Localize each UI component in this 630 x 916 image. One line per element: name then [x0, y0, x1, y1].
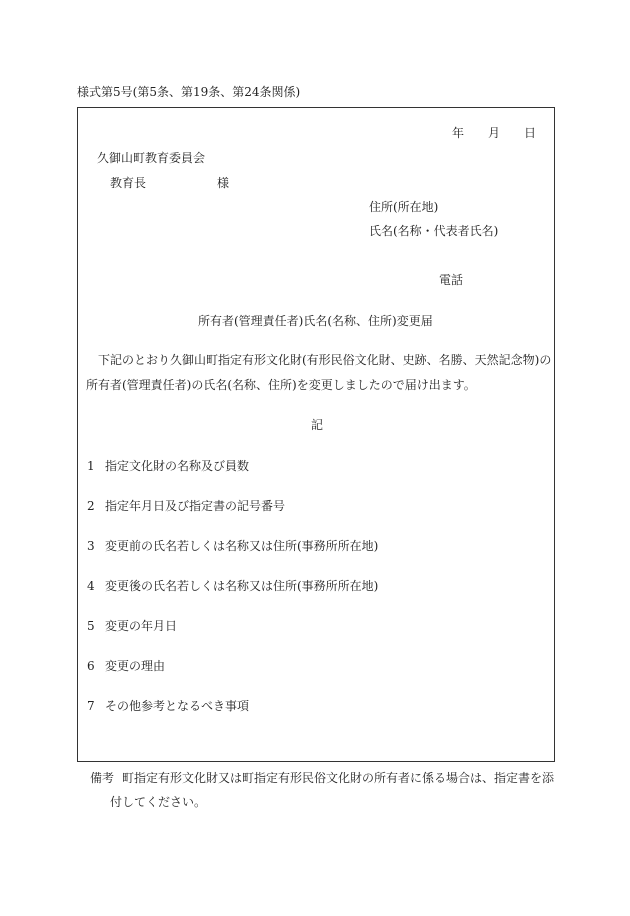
item-text: 変更の年月日 [105, 619, 178, 633]
ki-heading: 記 [311, 418, 324, 432]
list-item [87, 699, 249, 713]
date-month: 月 [488, 126, 501, 140]
body-text-line-2: 所有者(管理責任者)の氏名(名称、住所)を変更しましたので届け出ます。 [86, 378, 476, 392]
item-text: 変更後の氏名若しくは名称又は住所(事務所所在地) [105, 579, 379, 593]
item-text: 変更の理由 [105, 659, 166, 673]
phone-label: 電話 [439, 273, 464, 287]
item-text: その他参考となるべき事項 [105, 699, 250, 713]
footnote-line-1: 町指定有形文化財又は町指定有形民俗文化財の所有者に係る場合は、指定書を添 [122, 771, 555, 785]
item-number: 2 [87, 499, 95, 513]
list-item [87, 579, 378, 593]
footnote-label: 備考 [90, 771, 115, 785]
addressee-title: 教育長 [110, 176, 147, 190]
list-item [87, 659, 165, 673]
footnote-line-2: 付してください。 [110, 795, 207, 809]
honorific: 様 [217, 176, 230, 190]
list-item [87, 499, 285, 513]
item-number: 6 [87, 659, 95, 673]
date-day: 日 [524, 126, 537, 140]
item-text: 変更前の氏名若しくは名称又は住所(事務所所在地) [105, 539, 379, 553]
document-title: 所有者(管理責任者)氏名(名称、住所)変更届 [198, 314, 433, 328]
addressee: 久御山町教育委員会 [97, 151, 206, 165]
date-year: 年 [452, 126, 465, 140]
item-number: 1 [87, 459, 95, 473]
item-number: 5 [87, 619, 95, 633]
item-number: 4 [87, 579, 95, 593]
name-label: 氏名(名称・代表者氏名) [369, 224, 499, 238]
list-item [87, 459, 249, 473]
list-item [87, 619, 177, 633]
item-number: 7 [87, 699, 95, 713]
form-number-label: 様式第5号(第5条、第19条、第24条関係) [77, 85, 301, 99]
item-text: 指定文化財の名称及び員数 [105, 459, 250, 473]
item-number: 3 [87, 539, 95, 553]
list-item [87, 539, 378, 553]
body-text-line-1: 下記のとおり久御山町指定有形文化財(有形民俗文化財、史跡、名勝、天然記念物)の [98, 353, 552, 367]
item-text: 指定年月日及び指定書の記号番号 [105, 499, 286, 513]
address-label: 住所(所在地) [369, 200, 439, 214]
